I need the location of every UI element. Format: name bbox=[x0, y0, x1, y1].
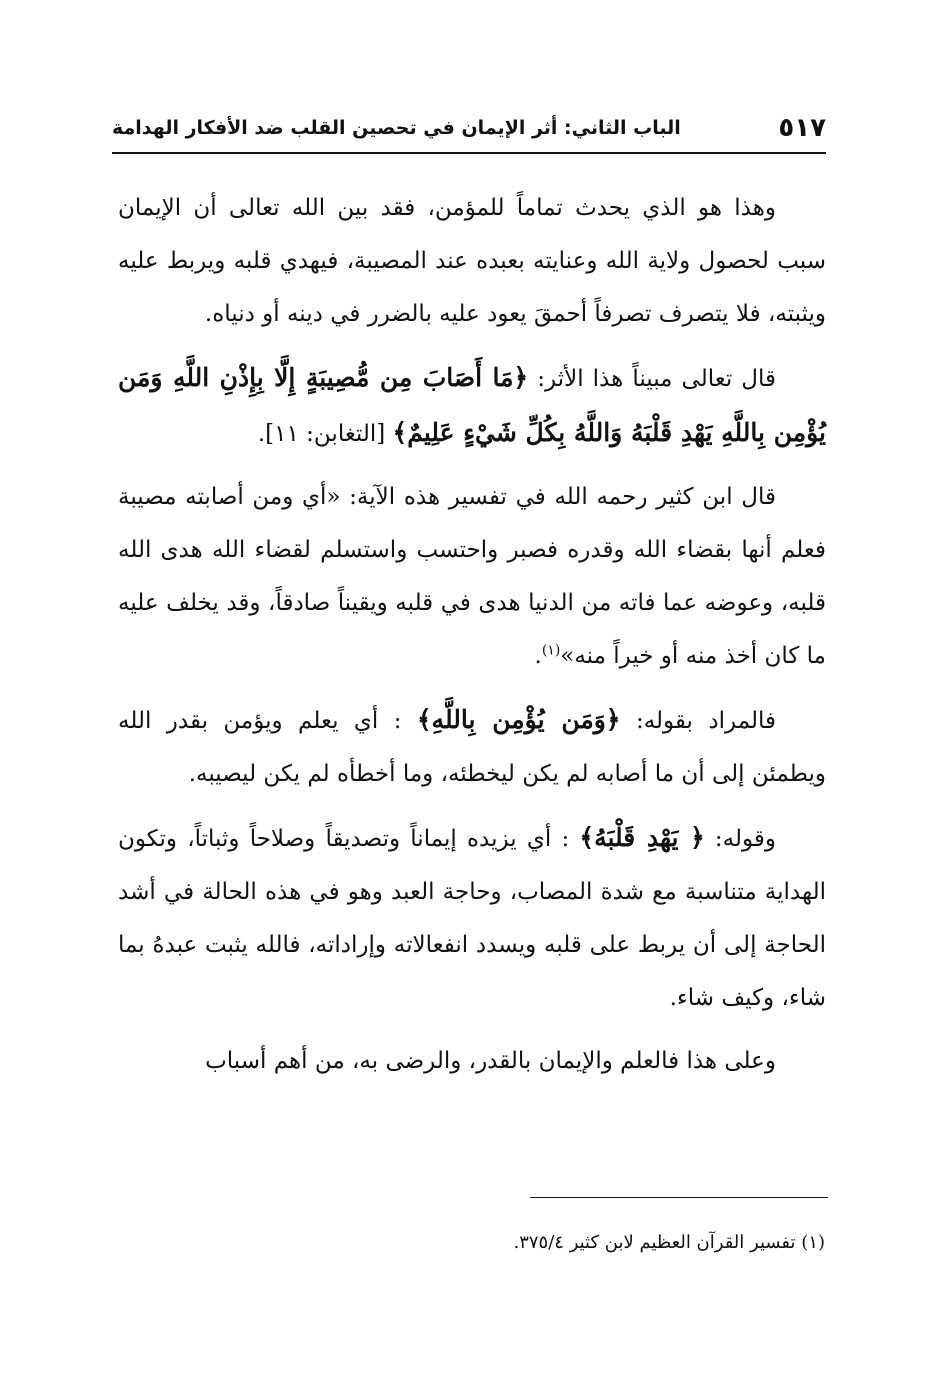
footnote: (١) تفسير القرآن العظيم لابن كثير ٣٧٥/٤. bbox=[513, 1232, 825, 1253]
body-text bbox=[118, 182, 826, 1098]
quran-verse: ﴿ يَهْدِ قَلْبَهُ﴾ bbox=[579, 823, 705, 852]
paragraph-2 bbox=[118, 351, 826, 461]
paragraph-5 bbox=[118, 811, 826, 1025]
paragraph-4 bbox=[118, 693, 826, 801]
paragraph-6: وعلى هذا فالعلم والإيمان بالقدر، والرضى به، من أهم أسباب bbox=[205, 1048, 776, 1074]
page-header bbox=[112, 108, 826, 154]
tafsir-quote: قال ابن كثير رحمه الله في تفسير هذه الآية: «أي ومن أصابته مصيبة فعلم أنها بقضاء الله وقدره فصبر واحتسب واستسلم لقضاء الله هدى الله قلبه، وعوضه عما فاته من الدنيا هدى في قلبه ويقيناً صادقاً، وقد يخلف عليه ما كان أخذ منه أو خيراً منه» bbox=[118, 484, 826, 669]
paragraph-3 bbox=[118, 471, 826, 683]
page-number: ٥١٧ bbox=[778, 113, 826, 143]
quran-verse: ﴿وَمَن يُؤْمِن بِاللَّهِ﴾ bbox=[416, 705, 621, 734]
paragraph-1: وهذا هو الذي يحدث تماماً للمؤمن، فقد بين الله تعالى أن الإيمان سبب لحصول ولاية الله وعنايته بعبده عند المصيبة، فيهدي قلبه ويربط عليه ويثبته، فلا يتصرف تصرفاً أحمقَ يعود عليه بالضرر في دينه أو دنياه. bbox=[118, 195, 826, 327]
footnote-separator bbox=[530, 1197, 828, 1198]
verse-reference: [التغابن: ١١]. bbox=[257, 421, 386, 447]
paragraph-4-rest: : أي يعلم ويؤمن بقدر الله ويطمئن إلى أن ما أصابه لم يكن ليخطئه، وما أخطأه لم يكن ليصيبه. bbox=[118, 708, 826, 787]
paragraph-5-rest: : أي يزيده إيماناً وتصديقاً وصلاحاً وثباتاً، وتكون الهداية متناسبة مع شدة المصاب، وحاجة العبد وهو في هذه الحالة في أشد الحاجة إلى أن يربط على قلبه ويسدد انفعالاته وإراداته، فالله يثبت عبدهُ بما شاء، وكيف شاء. bbox=[118, 826, 826, 1011]
paragraph-5-intro: وقوله: bbox=[704, 826, 777, 852]
footnote-marker[interactable]: (١) bbox=[541, 642, 561, 659]
paragraph-2-intro: قال تعالى مبيناً هذا الأثر: bbox=[528, 366, 776, 392]
quran-verse: ﴿مَا أَصَابَ مِن مُّصِيبَةٍ إِلَّا بِإِذْنِ اللَّهِ وَمَن يُؤْمِن بِاللَّهِ يَهْدِ قَلْبَهُ وَاللَّهُ بِكُلِّ شَيْءٍ عَلِيمٌ﴾ bbox=[118, 363, 826, 447]
paragraph-4-intro: فالمراد بقوله: bbox=[620, 708, 777, 734]
paragraph-3-end: . bbox=[534, 643, 542, 669]
running-title: الباب الثاني: أثر الإيمان في تحصين القلب ضد الأفكار الهدامة bbox=[112, 117, 681, 139]
